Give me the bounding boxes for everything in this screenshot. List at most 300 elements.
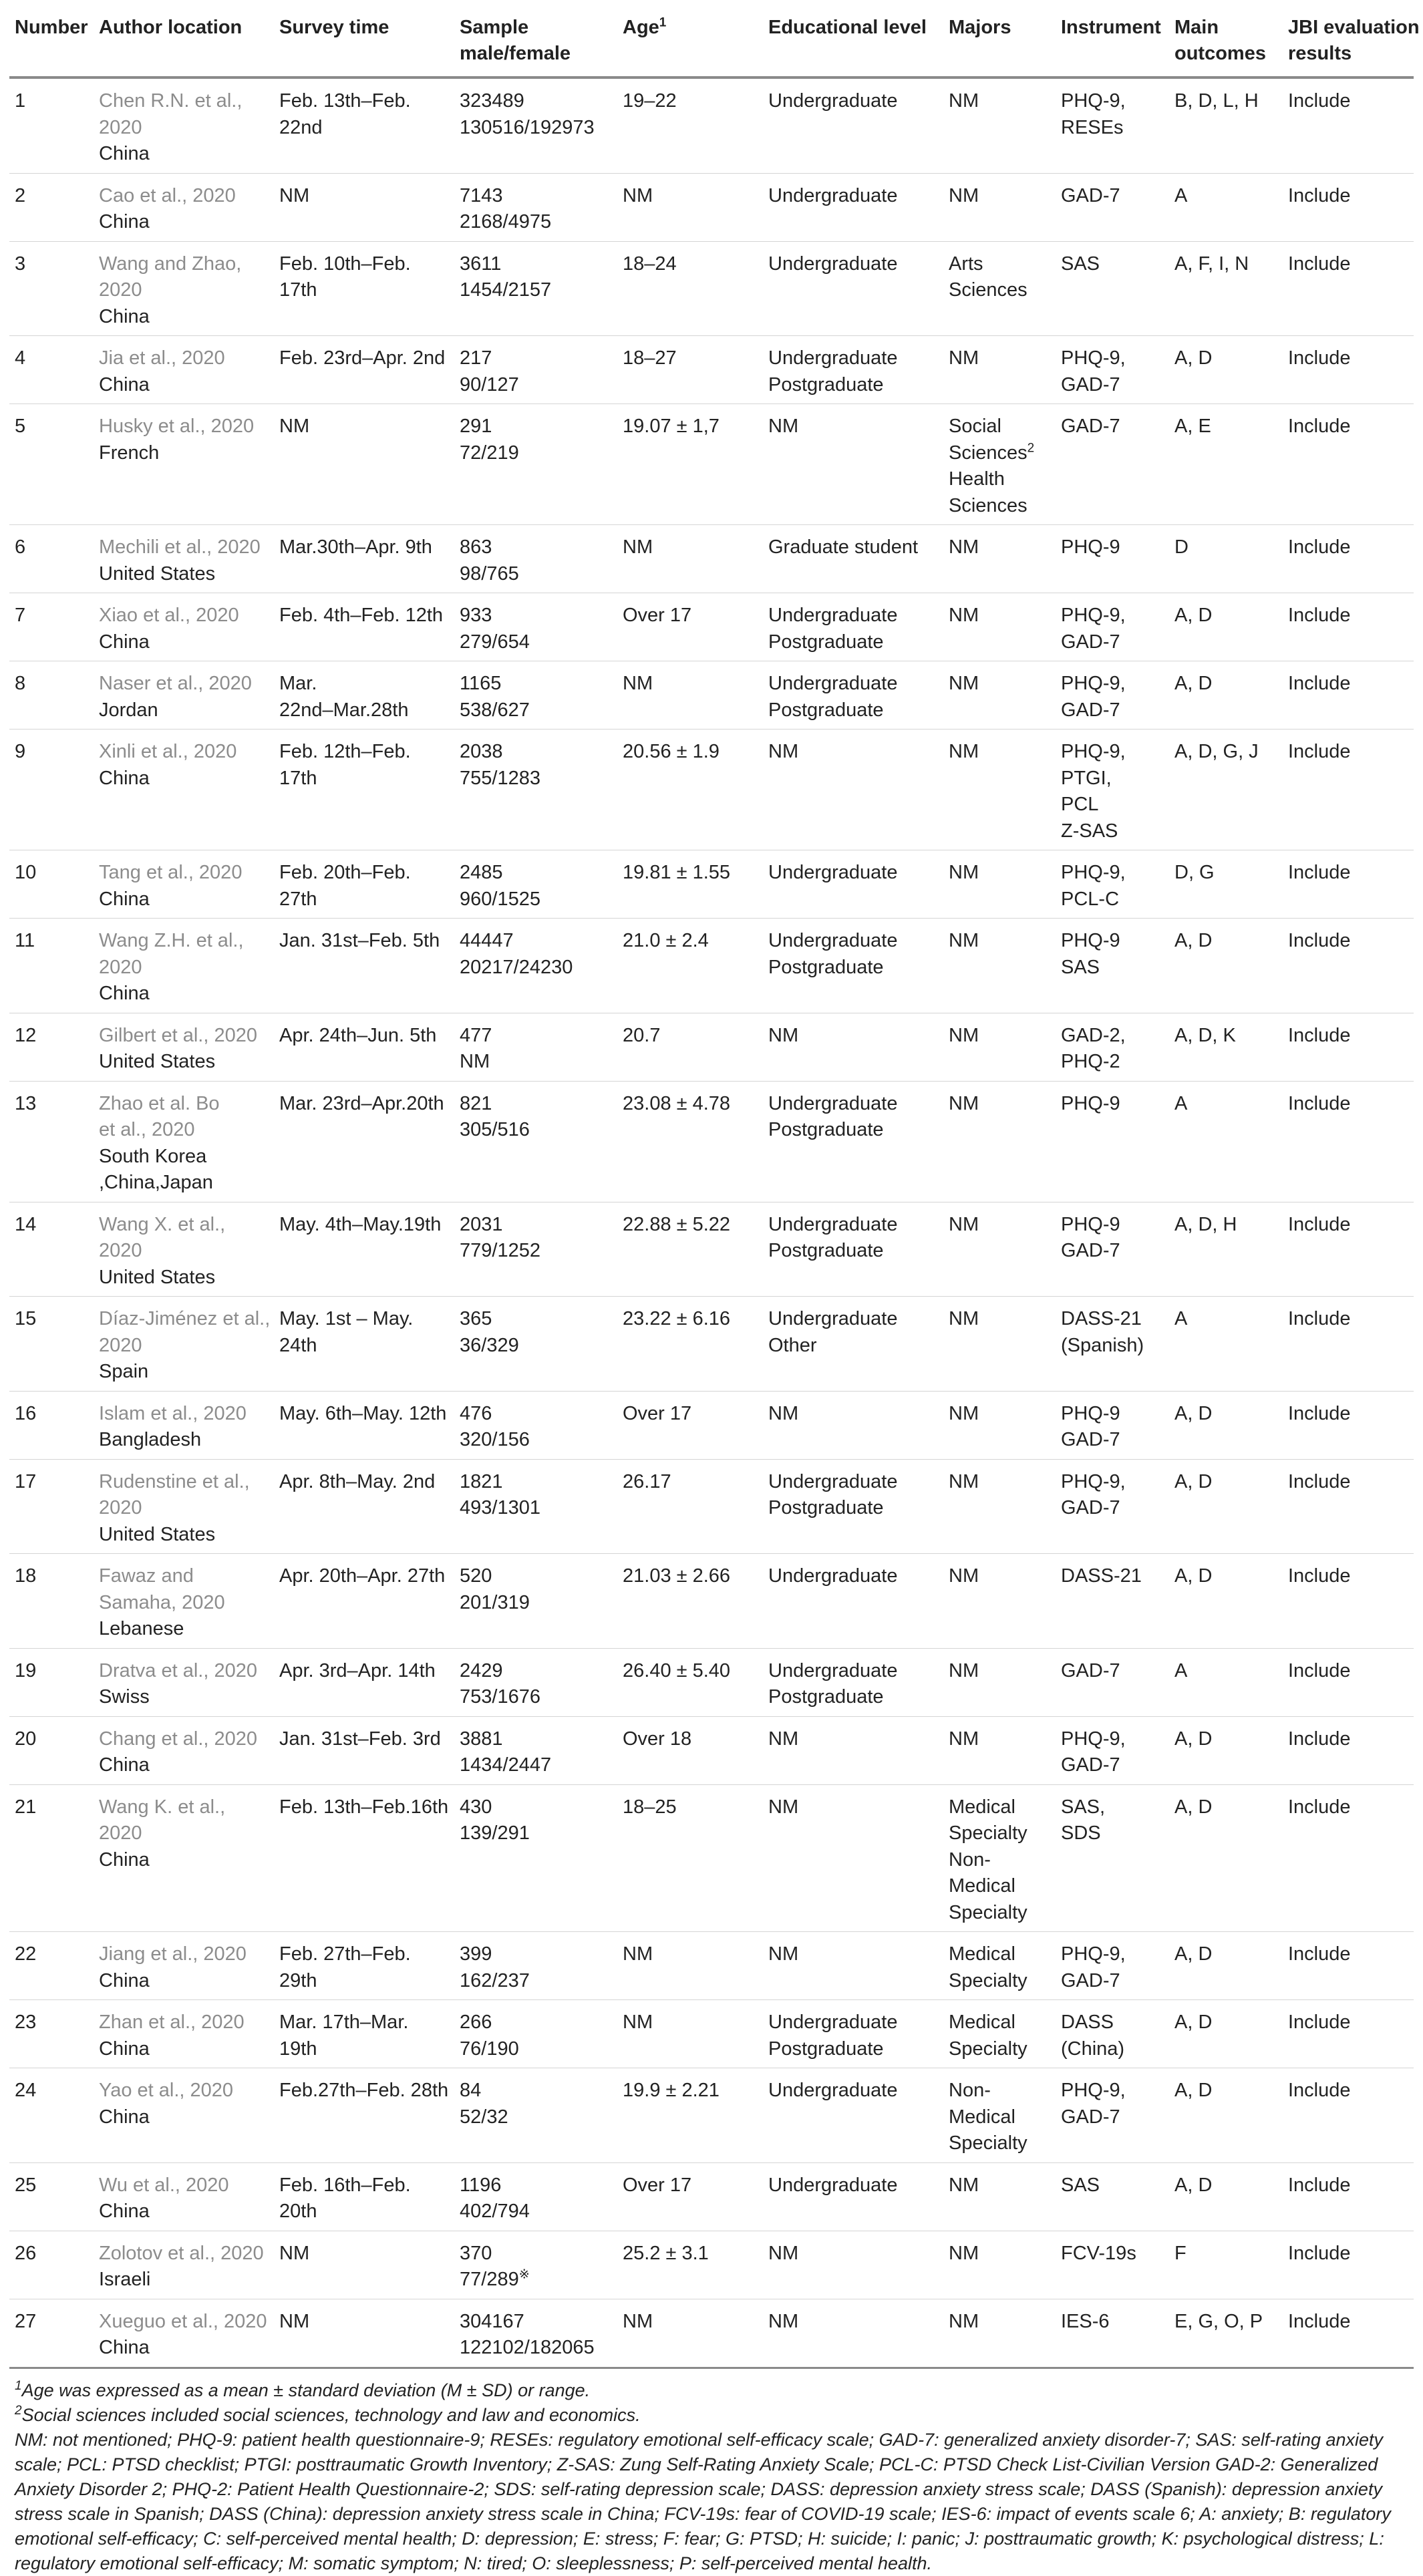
cell-jbi-result (1283, 1013, 1414, 1081)
major (949, 1563, 1050, 1590)
educational-level: Undergraduate (768, 184, 898, 206)
cell-author-location (94, 1648, 274, 1716)
educational-level: NM (768, 741, 799, 762)
sample-footnote-marker: ※ (518, 2267, 530, 2282)
sample-text: 2038 (460, 741, 503, 762)
study-location: China (99, 2106, 150, 2128)
cell-author-location (94, 1459, 274, 1554)
educational-level: Postgraduate (768, 1497, 884, 1518)
author-citation: Jiang et al., 2020 (99, 1943, 247, 1965)
instrument: GAD-2, (1061, 1024, 1126, 1046)
main-outcomes: A, D (1174, 1470, 1213, 1492)
cell-instrument (1056, 661, 1169, 730)
row-number: 13 (15, 1092, 37, 1114)
cell-number (9, 1297, 94, 1392)
cell-survey-time (274, 1932, 454, 2000)
instrument: PHQ-9, (1061, 862, 1126, 883)
author-citation: 2020 (99, 956, 142, 978)
study-location: China (99, 631, 150, 653)
cell-age (617, 850, 763, 919)
instrument: PHQ-9 (1061, 1213, 1120, 1235)
jbi-result: Include (1288, 1728, 1351, 1750)
cell-age (617, 2000, 763, 2068)
cell-main-outcomes (1169, 919, 1283, 1013)
major (949, 860, 1050, 887)
educational-level: NM (768, 1024, 799, 1046)
sample-ratio (460, 2036, 612, 2063)
header-educational-level (763, 0, 943, 77)
age-value: 23.22 ± 6.16 (623, 1308, 731, 1329)
cell-instrument (1056, 2231, 1169, 2299)
jbi-result: Include (1288, 1024, 1351, 1046)
sample-text: NM (460, 1051, 490, 1072)
study-location: Lebanese (99, 1618, 184, 1639)
cell-number (9, 661, 94, 730)
sample-ratio (460, 2335, 612, 2362)
major (949, 928, 1050, 955)
cell-age (617, 919, 763, 1013)
author-citation: Díaz-Jiménez et al., (99, 1308, 271, 1329)
major-text: Non- (949, 2080, 991, 2101)
sample-size (460, 1563, 612, 1590)
cell-survey-time (274, 1013, 454, 1081)
study-location: China (99, 211, 150, 232)
cell-main-outcomes (1169, 2162, 1283, 2231)
table-row (9, 1716, 1414, 1784)
header-label: JBI evaluation (1288, 17, 1420, 38)
sample-text: 72/219 (460, 442, 519, 464)
age-value: 19–22 (623, 90, 677, 112)
instrument: GAD-7 (1061, 373, 1120, 395)
cell-main-outcomes (1169, 2299, 1283, 2368)
header-survey-time (274, 0, 454, 77)
major (949, 1794, 1050, 1821)
cell-survey-time (274, 77, 454, 173)
jbi-result: Include (1288, 1659, 1351, 1681)
survey-time: 22nd (279, 116, 323, 138)
sample-size (460, 414, 612, 440)
age-value: 18–25 (623, 1796, 677, 1818)
major-text: NM (949, 673, 979, 694)
footnote-abbreviations: NM: not mentioned; PHQ-9: patient health questionnaire-9; RESEs: regulatory emotional self-efficacy scale; GAD-7: generalized anxiety disorder-7; SAS: self-rating anxiety scale; PCL: PTSD checklist; PTGI: posttraumatic Growth Inventory; Z-SAS: Zung Self-Rating Anxiety Scale; PCL-C: PTSD Check List-Civilian Version GAD-2: Generalized Anxiety Disorder 2; PHQ-2: Patient Health Questionnaire-2; SDS: self-rating depression scale; DASS: depression anxiety stress scale; DASS (Spanish): depression anxiety stress scale in Spanish; DASS (China): depression anxiety stress scale in China; FCV-19s: fear of COVID-19 scale; IES-6: impact of events scale 6; A: anxiety; B: regulatory emotional self-efficacy; C: self-perceived mental health; D: depression; E: stress; F: fear; G: PTSD; H: suicide; I: panic; J: posttraumatic growth; K: psychological distress; L: regulatory emotional self-efficacy; M: somatic symptom; N: tired; O: sleeplessness; P: self-perceived mental health. (15, 2429, 1391, 2573)
cell-majors (943, 1784, 1056, 1932)
sample-text: 370 (460, 2242, 492, 2264)
cell-age (617, 730, 763, 850)
instrument: PHQ-9 (1061, 1402, 1120, 1424)
sample-text: 2031 (460, 1213, 503, 1235)
cell-number (9, 1459, 94, 1554)
cell-number (9, 1784, 94, 1932)
cell-main-outcomes (1169, 336, 1283, 404)
cell-majors (943, 2162, 1056, 2231)
row-number: 7 (15, 605, 26, 626)
row-number: 8 (15, 673, 26, 694)
cell-number (9, 2162, 94, 2231)
author-citation: 2020 (99, 1240, 142, 1261)
main-outcomes: A, D (1174, 1796, 1213, 1818)
cell-survey-time (274, 1784, 454, 1932)
educational-level: NM (768, 416, 799, 437)
major-text: Sciences (949, 442, 1027, 464)
major (949, 493, 1050, 520)
cell-jbi-result (1283, 241, 1414, 336)
educational-level: Undergraduate (768, 253, 898, 275)
footnote-age (15, 2378, 1408, 2403)
survey-time: Feb. 23rd–Apr. 2nd (279, 347, 446, 369)
main-outcomes: A (1174, 1308, 1188, 1329)
cell-instrument (1056, 1784, 1169, 1932)
cell-survey-time (274, 2162, 454, 2231)
table-row (9, 336, 1414, 404)
cell-educational-level (763, 1716, 943, 1784)
major-text: Health (949, 468, 1005, 490)
major (949, 1873, 1050, 1900)
sample-ratio (460, 887, 612, 913)
cell-number (9, 919, 94, 1013)
cell-author-location (94, 1202, 274, 1297)
survey-time: 27th (279, 888, 317, 910)
author-citation: Fawaz and (99, 1565, 194, 1587)
table-row (9, 1081, 1414, 1202)
major-text: Social (949, 416, 1001, 437)
cell-educational-level (763, 173, 943, 241)
cell-instrument (1056, 1391, 1169, 1459)
table-row (9, 404, 1414, 525)
author-citation: Wang K. et al., (99, 1796, 226, 1818)
educational-level: Postgraduate (768, 631, 884, 653)
instrument: RESEs (1061, 116, 1124, 138)
sample-text: 162/237 (460, 1969, 530, 1991)
jbi-result: Include (1288, 2242, 1351, 2264)
cell-number (9, 336, 94, 404)
row-number: 12 (15, 1024, 37, 1046)
instrument: GAD-7 (1061, 1429, 1120, 1450)
sample-ratio (460, 561, 612, 588)
sample-size (460, 1658, 612, 1685)
main-outcomes: A, F, I, N (1174, 253, 1249, 275)
table-footnotes (9, 2369, 1414, 2576)
survey-time: NM (279, 2242, 310, 2264)
major (949, 603, 1050, 629)
sample-ratio (460, 1752, 612, 1779)
sample-size (460, 671, 612, 697)
sample-size (460, 1941, 612, 1968)
major (949, 739, 1050, 766)
cell-instrument (1056, 1459, 1169, 1554)
row-number: 10 (15, 862, 37, 883)
study-location: French (99, 442, 160, 464)
cell-number (9, 173, 94, 241)
educational-level: NM (768, 2242, 799, 2264)
cell-author-location (94, 1716, 274, 1784)
major (949, 1212, 1050, 1239)
survey-time: Feb. 27th–Feb. (279, 1943, 411, 1965)
author-citation: Zhan et al., 2020 (99, 2011, 245, 2033)
author-citation: Zolotov et al., 2020 (99, 2242, 264, 2264)
major-text: NM (949, 1024, 979, 1046)
main-outcomes: D (1174, 536, 1189, 558)
cell-age (617, 77, 763, 173)
cell-educational-level (763, 77, 943, 173)
cell-sample (454, 661, 617, 730)
cell-educational-level (763, 241, 943, 336)
row-number: 5 (15, 416, 26, 437)
instrument: SAS (1061, 2174, 1100, 2196)
cell-majors (943, 1459, 1056, 1554)
major (949, 1847, 1050, 1874)
cell-age (617, 661, 763, 730)
major (949, 2036, 1050, 2063)
sample-ratio (460, 1590, 612, 1617)
main-outcomes: A, D, K (1174, 1024, 1236, 1046)
instrument: PCL-C (1061, 888, 1120, 910)
major-text: Specialty (949, 2038, 1027, 2060)
cell-main-outcomes (1169, 404, 1283, 525)
major (949, 1023, 1050, 1050)
major-text: Specialty (949, 1901, 1027, 1923)
table-row (9, 593, 1414, 661)
sample-ratio (460, 766, 612, 792)
educational-level: Other (768, 1334, 817, 1356)
cell-age (617, 1391, 763, 1459)
sample-ratio (460, 2104, 612, 2131)
age-value: 19.9 ± 2.21 (623, 2080, 720, 2101)
cell-author-location (94, 730, 274, 850)
sample-size (460, 928, 612, 955)
major-text: Medical (949, 2106, 1015, 2128)
row-number: 20 (15, 1728, 37, 1750)
major (949, 2130, 1050, 2157)
major (949, 2241, 1050, 2267)
cell-educational-level (763, 2000, 943, 2068)
study-location: China (99, 2038, 150, 2060)
cell-sample (454, 336, 617, 404)
sample-ratio (460, 2199, 612, 2225)
cell-sample (454, 2000, 617, 2068)
sample-ratio (460, 277, 612, 304)
sample-text: 7143 (460, 184, 503, 206)
sample-text: 430 (460, 1796, 492, 1818)
educational-level: Undergraduate (768, 2174, 898, 2196)
cell-survey-time (274, 2231, 454, 2299)
header-sample (454, 0, 617, 77)
table-row (9, 1932, 1414, 2000)
cell-main-outcomes (1169, 173, 1283, 241)
sample-text: 863 (460, 536, 492, 558)
jbi-result: Include (1288, 862, 1351, 883)
age-value: 18–24 (623, 253, 677, 275)
cell-main-outcomes (1169, 1554, 1283, 1649)
survey-time: 22nd–Mar.28th (279, 699, 409, 721)
cell-educational-level (763, 661, 943, 730)
author-citation: 2020 (99, 1497, 142, 1518)
sample-size (460, 1212, 612, 1239)
sample-text: 76/190 (460, 2038, 519, 2060)
major (949, 2104, 1050, 2131)
author-citation: et al., 2020 (99, 1119, 195, 1140)
main-outcomes: E, G, O, P (1174, 2310, 1263, 2332)
author-citation: Jia et al., 2020 (99, 347, 225, 369)
cell-age (617, 1932, 763, 2000)
cell-number (9, 2231, 94, 2299)
sample-size (460, 183, 612, 210)
age-value: 18–27 (623, 347, 677, 369)
cell-jbi-result (1283, 1202, 1414, 1297)
author-citation: Husky et al., 2020 (99, 416, 255, 437)
cell-survey-time (274, 1554, 454, 1649)
cell-number (9, 2000, 94, 2068)
jbi-result: Include (1288, 1943, 1351, 1965)
sample-ratio (460, 2267, 612, 2293)
sample-size (460, 860, 612, 887)
author-citation: Wang Z.H. et al., (99, 930, 244, 951)
major-text: Medical (949, 1943, 1015, 1965)
cell-educational-level (763, 1554, 943, 1649)
row-number: 4 (15, 347, 26, 369)
major-text: NM (949, 1308, 979, 1329)
cell-sample (454, 1554, 617, 1649)
author-citation: 2020 (99, 116, 142, 138)
instrument: PHQ-9 (1061, 1092, 1120, 1114)
main-outcomes: A, D, G, J (1174, 741, 1259, 762)
cell-sample (454, 1297, 617, 1392)
cell-main-outcomes (1169, 661, 1283, 730)
jbi-result: Include (1288, 90, 1351, 112)
sample-size (460, 1469, 612, 1496)
sample-text: 3881 (460, 1728, 503, 1750)
educational-level: Undergraduate (768, 1213, 898, 1235)
cell-author-location (94, 661, 274, 730)
cell-majors (943, 77, 1056, 173)
author-citation: Gilbert et al., 2020 (99, 1024, 257, 1046)
cell-number (9, 593, 94, 661)
major (949, 1469, 1050, 1496)
cell-jbi-result (1283, 2000, 1414, 2068)
educational-level: NM (768, 1943, 799, 1965)
cell-majors (943, 730, 1056, 850)
jbi-result: Include (1288, 416, 1351, 437)
age-value: Over 17 (623, 2174, 692, 2196)
study-location: Spain (99, 1361, 149, 1382)
major-text: NM (949, 741, 979, 762)
educational-level: Undergraduate (768, 1565, 898, 1587)
cell-majors (943, 1297, 1056, 1392)
row-number: 22 (15, 1943, 37, 1965)
author-citation: Samaha, 2020 (99, 1591, 225, 1613)
cell-instrument (1056, 404, 1169, 525)
cell-age (617, 2068, 763, 2163)
educational-level: NM (768, 1796, 799, 1818)
header-number (9, 0, 94, 77)
table-row (9, 1297, 1414, 1392)
educational-level: Undergraduate (768, 1092, 898, 1114)
cell-number (9, 241, 94, 336)
cell-jbi-result (1283, 77, 1414, 173)
sample-text: 753/1676 (460, 1686, 540, 1708)
jbi-result: Include (1288, 1308, 1351, 1329)
survey-time: May. 4th–May.19th (279, 1213, 442, 1235)
survey-time: Feb. 13th–Feb.16th (279, 1796, 449, 1818)
instrument: PHQ-2 (1061, 1051, 1120, 1072)
sample-text: 520 (460, 1565, 492, 1587)
author-citation: Naser et al., 2020 (99, 673, 252, 694)
sample-ratio (460, 629, 612, 656)
sample-ratio (460, 440, 612, 467)
survey-time: Feb. 20th–Feb. (279, 862, 411, 883)
age-value: 25.2 ± 3.1 (623, 2242, 709, 2264)
cell-majors (943, 173, 1056, 241)
major (949, 88, 1050, 115)
educational-level: Undergraduate (768, 673, 898, 694)
cell-author-location (94, 593, 274, 661)
sample-text: 201/319 (460, 1591, 530, 1613)
cell-sample (454, 2068, 617, 2163)
age-value: 20.56 ± 1.9 (623, 741, 720, 762)
survey-time: May. 6th–May. 12th (279, 1402, 447, 1424)
cell-majors (943, 593, 1056, 661)
cell-instrument (1056, 336, 1169, 404)
sample-text: 821 (460, 1092, 492, 1114)
cell-survey-time (274, 850, 454, 919)
instrument: (China) (1061, 2038, 1125, 2060)
cell-jbi-result (1283, 1716, 1414, 1784)
major (949, 2172, 1050, 2199)
cell-sample (454, 1459, 617, 1554)
cell-jbi-result (1283, 2299, 1414, 2368)
study-location: China (99, 143, 150, 164)
author-citation: 2020 (99, 1822, 142, 1844)
header-label: Majors (949, 17, 1011, 38)
jbi-result: Include (1288, 741, 1351, 762)
instrument: GAD-7 (1061, 631, 1120, 653)
cell-instrument (1056, 1081, 1169, 1202)
header-jbi-results (1283, 0, 1420, 77)
header-author-location (94, 0, 274, 77)
instrument: PHQ-9 (1061, 536, 1120, 558)
sample-text: 2168/4975 (460, 211, 552, 232)
cell-majors (943, 919, 1056, 1013)
sample-size (460, 1401, 612, 1428)
survey-time: 17th (279, 767, 317, 789)
main-outcomes: D, G (1174, 862, 1215, 883)
cell-jbi-result (1283, 1081, 1414, 1202)
cell-main-outcomes (1169, 730, 1283, 850)
sample-ratio (460, 1684, 612, 1711)
cell-jbi-result (1283, 593, 1414, 661)
cell-survey-time (274, 404, 454, 525)
row-number: 3 (15, 253, 26, 275)
author-citation: Wu et al., 2020 (99, 2174, 229, 2196)
sample-text: 304167 (460, 2310, 524, 2332)
header-age (617, 0, 763, 77)
sample-ratio (460, 697, 612, 724)
cell-majors (943, 1202, 1056, 1297)
table-row (9, 2068, 1414, 2163)
cell-survey-time (274, 241, 454, 336)
header-label: male/female (460, 43, 571, 64)
sample-ratio (460, 955, 612, 981)
jbi-result: Include (1288, 536, 1351, 558)
cell-instrument (1056, 919, 1169, 1013)
cell-age (617, 2299, 763, 2368)
sample-ratio (460, 372, 612, 399)
study-location: China (99, 373, 150, 395)
cell-main-outcomes (1169, 2000, 1283, 2068)
cell-age (617, 525, 763, 593)
instrument: DASS-21 (1061, 1565, 1142, 1587)
table-row (9, 1013, 1414, 1081)
major-text: NM (949, 2174, 979, 2196)
